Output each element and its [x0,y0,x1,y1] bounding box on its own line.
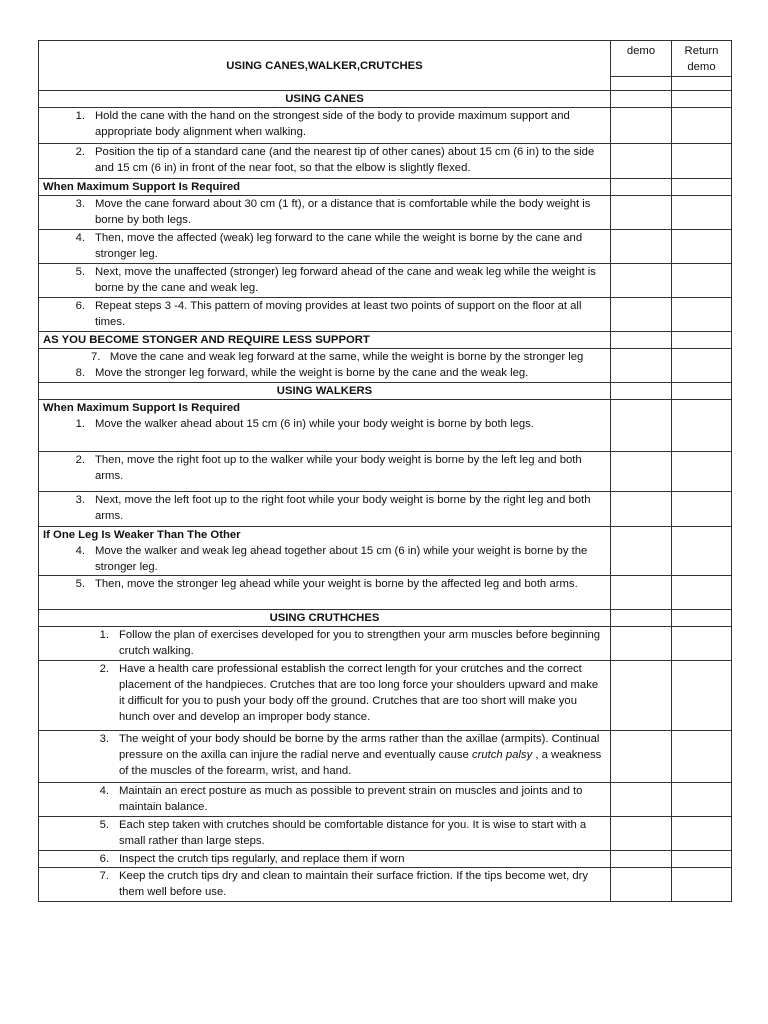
step-cell [39,783,611,817]
demo-check-cell[interactable] [611,108,672,144]
step-cell [39,144,611,179]
return-demo-check-cell[interactable] [672,527,732,576]
step-text-main: Move the walker ahead about 15 cm (6 in) while your body weight is borne by both legs. [95,418,534,430]
demo-check-cell[interactable] [611,661,672,731]
table-row [39,179,732,196]
subheading: When Maximum Support Is Required [43,402,241,414]
step-cell [39,298,611,332]
step-number: 6. [75,300,85,312]
step-cell [39,868,611,902]
step-text [85,298,606,330]
step-number: 1. [75,418,85,430]
step-text-italic: crutch palsy [471,749,533,761]
demo-check-cell[interactable] [611,298,672,332]
step-text [109,731,606,779]
step-text [85,452,606,484]
demo-check-cell[interactable] [611,230,672,264]
step-cell [39,230,611,264]
header-row [39,41,732,77]
step-number: 2. [75,146,85,158]
section-heading: USING WALKERS [39,383,611,400]
step-text [109,783,606,815]
step-number: 6. [99,853,109,865]
step-number: 7. [99,870,109,882]
demo-check-cell[interactable] [611,783,672,817]
step-cell [39,661,611,731]
step-number: 1. [99,629,109,641]
step-cell [39,492,611,527]
list-item [43,230,606,262]
return-demo-check-cell[interactable] [672,77,732,91]
demo-check-cell[interactable] [611,527,672,576]
table-row [39,492,732,527]
checklist-table [38,40,732,902]
section-heading: USING CANES [39,91,611,108]
step-cell [39,196,611,230]
step-number: 4. [75,545,85,557]
demo-check-cell[interactable] [611,383,672,400]
list-item [43,452,606,484]
step-text: Move the stronger leg forward, while the weight is borne by the cane and the weak leg. [95,367,529,379]
step-text [85,144,606,176]
return-demo-check-cell[interactable] [672,817,732,851]
step-text-main: Move the cane forward about 30 cm (1 ft), or a distance that is comfortable while the body weight is borne by both legs. [95,198,591,226]
step-text-main: Next, move the unaffected (stronger) leg forward ahead of the cane and weak leg while the weight is borne by the cane and weak leg. [95,266,596,294]
demo-check-cell[interactable] [611,77,672,91]
return-demo-check-cell[interactable] [672,868,732,902]
step-number: 1. [75,110,85,122]
list-item [43,731,606,779]
table-row [39,144,732,179]
list-item [43,492,606,524]
return-demo-check-cell[interactable] [672,332,732,349]
step-text-main: Next, move the left foot up to the right foot while your body weight is borne by the right leg and both arms. [95,494,591,522]
step-text-main: Move the walker and weak leg ahead together about 15 cm (6 in) while your weight is borne by the stronger leg. [95,545,588,573]
table-row [39,661,732,731]
demo-check-cell[interactable] [611,196,672,230]
list-item [43,416,606,432]
step-number: 2. [99,663,109,675]
demo-check-cell[interactable] [611,576,672,610]
demo-check-cell[interactable] [611,400,672,452]
list-item [43,868,606,900]
step-text [85,230,606,262]
list-item [43,817,606,849]
step-number: 3. [99,733,109,745]
list-item [43,349,606,365]
step-text [85,576,606,592]
step-text-main: Hold the cane with the hand on the strongest side of the body to provide maximum support and appropriate body alignment when walking. [95,110,570,138]
list-item [43,365,606,381]
table-row [39,230,732,264]
return-demo-check-cell[interactable] [672,196,732,230]
step-cell [39,627,611,661]
column-header-demo: demo [611,41,672,77]
table-row [39,400,732,452]
demo-check-cell[interactable] [611,179,672,196]
return-demo-check-cell[interactable] [672,627,732,661]
step-text [109,868,606,900]
list-item [43,661,606,725]
list-item [43,576,606,592]
subheading: If One Leg Is Weaker Than The Other [43,529,241,541]
table-row [39,108,732,144]
step-number: 7. [91,351,101,363]
step-text [109,851,606,867]
demo-check-cell[interactable] [611,452,672,492]
demo-check-cell[interactable] [611,332,672,349]
step-text [85,196,606,228]
step-text-main: Position the tip of a standard cane (and the nearest tip of other canes) about 15 cm (6 in) to the side and 15 cm (6 in) in front of the near foot, so that the elbow is slightly flexed. [95,146,595,174]
demo-check-cell[interactable] [611,868,672,902]
step-number: 5. [75,266,85,278]
demo-check-cell[interactable] [611,851,672,868]
table-row [39,452,732,492]
section-heading: USING CRUTHCHES [39,610,611,627]
step-text-after: , a weakness of the muscles of the forearm, wrist, and hand. [119,749,602,777]
step-text-main: Each step taken with crutches should be comfortable distance for you. It is wise to start with a small rather than large steps. [119,819,587,847]
table-row [39,196,732,230]
table-row [39,783,732,817]
step-text-main: Follow the plan of exercises developed for you to strengthen your arm muscles before beginning crutch walking. [119,629,601,657]
step-number: 5. [99,819,109,831]
step-cell [39,452,611,492]
step-text-main: Inspect the crutch tips regularly, and replace them if worn [119,853,405,865]
table-row [39,817,732,851]
return-demo-check-cell[interactable] [672,452,732,492]
step-text [85,264,606,296]
step-text-main: Then, move the affected (weak) leg forward to the cane while the weight is borne by the cane and stronger leg. [95,232,583,260]
table-row [39,264,732,298]
return-demo-check-cell[interactable] [672,851,732,868]
step-text-main: Have a health care professional establish the correct length for your crutches and the correct placement of the handpieces. Crutches that are too long force your shoulders upward and make it difficult for you to push your body off the ground. Crutches that are too short will make you hunch over and develop an improper body stance. [119,663,599,723]
step-number: 5. [75,578,85,590]
return-demo-check-cell[interactable] [672,91,732,108]
page-title: USING CANES,WALKER,CRUTCHES [39,41,611,91]
step-cell [39,400,611,452]
list-item [43,543,606,575]
demo-check-cell[interactable] [611,731,672,783]
table-row [39,349,732,383]
step-cell [39,817,611,851]
return-demo-check-cell[interactable] [672,731,732,783]
step-text [109,627,606,659]
section-row [39,91,732,108]
subheading: AS YOU BECOME STONGER AND REQUIRE LESS SUPPORT [39,332,611,349]
list-item [43,108,606,140]
step-cell [39,527,611,576]
return-demo-check-cell[interactable] [672,349,732,383]
step-number: 2. [75,454,85,466]
step-text [85,108,606,140]
step-cell [39,851,611,868]
return-demo-check-cell[interactable] [672,783,732,817]
list-item [43,627,606,659]
return-demo-check-cell[interactable] [672,108,732,144]
column-header-return-demo: Return demo [672,41,732,77]
step-cell [39,264,611,298]
step-text-main: Maintain an erect posture as much as possible to prevent strain on muscles and joints and to maintain balance. [119,785,583,813]
table-row [39,332,732,349]
step-text-main: Keep the crutch tips dry and clean to maintain their surface friction. If the tips become wet, dry them well before use. [119,870,589,898]
table-row [39,731,732,783]
section-row [39,383,732,400]
return-demo-check-cell[interactable] [672,179,732,196]
return-demo-check-cell[interactable] [672,383,732,400]
return-demo-check-cell[interactable] [672,661,732,731]
step-cell [39,349,611,383]
return-demo-check-cell[interactable] [672,144,732,179]
step-text [43,349,606,365]
step-text-main: Repeat steps 3 -4. This pattern of moving provides at least two points of support on the floor at all times. [95,300,582,328]
return-demo-check-cell[interactable] [672,230,732,264]
list-item [43,783,606,815]
step-text [85,492,606,524]
step-text [109,661,606,725]
step-number: 8. [75,367,85,379]
demo-check-cell[interactable] [611,492,672,527]
step-text-main: Then, move the right foot up to the walker while your body weight is borne by the left leg and both arms. [95,454,582,482]
list-item [43,851,606,867]
list-item [43,298,606,330]
step-cell [39,731,611,783]
step-text [109,817,606,849]
return-demo-check-cell[interactable] [672,400,732,452]
section-row [39,610,732,627]
return-demo-check-cell[interactable] [672,264,732,298]
step-cell [39,108,611,144]
table-row [39,851,732,868]
demo-check-cell[interactable] [611,144,672,179]
demo-check-cell[interactable] [611,627,672,661]
list-item [43,144,606,176]
demo-check-cell[interactable] [611,264,672,298]
demo-check-cell[interactable] [611,817,672,851]
step-number: 3. [75,494,85,506]
demo-check-cell[interactable] [611,91,672,108]
step-cell [39,576,611,610]
step-text-main: The weight of your body should be borne by the arms rather than the axillae (armpits). Continual pressure on the axilla can injure the radial nerve and eventually cause [119,733,600,761]
return-demo-check-cell[interactable] [672,298,732,332]
return-demo-check-cell[interactable] [672,610,732,627]
subheading: When Maximum Support Is Required [39,179,611,196]
table-row [39,527,732,576]
demo-check-cell[interactable] [611,349,672,383]
return-demo-check-cell[interactable] [672,492,732,527]
step-text-main: Then, move the stronger leg ahead while your weight is borne by the affected leg and both arms. [95,578,578,590]
table-row [39,576,732,610]
table-row [39,298,732,332]
table-row [39,627,732,661]
table-row [39,868,732,902]
step-number: 3. [75,198,85,210]
list-item [43,264,606,296]
demo-check-cell[interactable] [611,610,672,627]
step-text-main: Move the cane and weak leg forward at the same, while the weight is borne by the stronger leg [109,351,584,363]
list-item [43,196,606,228]
step-text [85,543,606,575]
step-text [85,416,606,432]
step-number: 4. [99,785,109,797]
step-number: 4. [75,232,85,244]
return-demo-check-cell[interactable] [672,576,732,610]
